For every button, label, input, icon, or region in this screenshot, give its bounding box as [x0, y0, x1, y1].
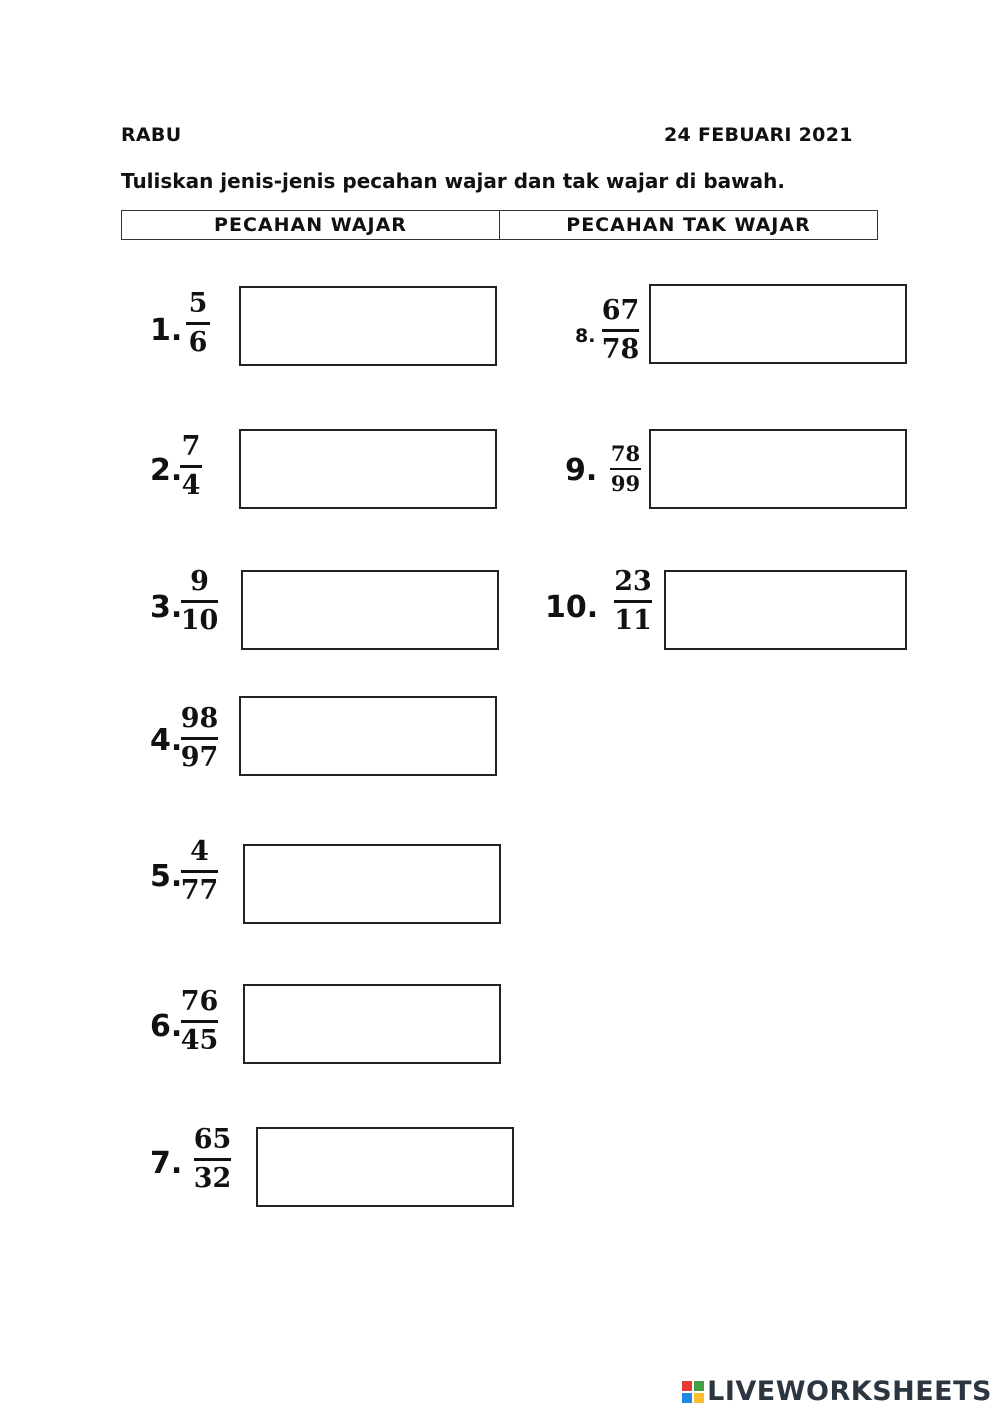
numerator: 98	[180, 703, 219, 734]
question-10-answer-box[interactable]	[664, 570, 907, 650]
question-9-fraction	[610, 443, 641, 494]
denominator: 32	[193, 1163, 232, 1194]
question-1-number: 1.	[150, 313, 183, 348]
fraction-bar	[194, 1158, 231, 1161]
question-8-answer-box[interactable]	[649, 284, 907, 364]
logo-square	[682, 1393, 692, 1403]
question-7-answer-box[interactable]	[256, 1127, 514, 1207]
brand-text: LIVEWORKSHEETS	[707, 1376, 992, 1407]
question-5-fraction	[181, 838, 218, 904]
question-7-number: 7.	[150, 1146, 183, 1181]
brand-logo-icon	[682, 1381, 704, 1403]
question-3-number: 3.	[150, 590, 183, 625]
logo-square	[694, 1381, 704, 1391]
denominator: 45	[180, 1025, 219, 1056]
question-8-number: 8.	[575, 325, 596, 347]
category-proper: PECAHAN WAJAR	[214, 214, 407, 236]
question-10-number: 10.	[545, 590, 599, 625]
numerator: 67	[601, 295, 640, 326]
fraction-bar	[602, 329, 639, 332]
denominator: 11	[614, 605, 652, 636]
question-4-answer-box[interactable]	[239, 696, 497, 776]
denominator: 99	[610, 471, 641, 496]
numerator: 4	[190, 836, 209, 867]
category-table	[121, 210, 878, 240]
fraction-bar	[181, 870, 218, 873]
question-10-fraction	[614, 568, 652, 634]
question-8-fraction	[602, 297, 639, 363]
question-6-answer-box[interactable]	[243, 984, 501, 1064]
fraction-bar	[181, 737, 218, 740]
question-6-fraction	[181, 988, 218, 1054]
question-1-answer-box[interactable]	[239, 286, 497, 366]
numerator: 9	[190, 566, 209, 597]
fraction-bar	[614, 600, 652, 603]
numerator: 5	[188, 288, 208, 319]
logo-square	[682, 1381, 692, 1391]
question-9-answer-box[interactable]	[649, 429, 907, 509]
date-label: 24 FEBUARI 2021	[664, 124, 853, 146]
denominator: 78	[601, 334, 640, 365]
question-3-answer-box[interactable]	[241, 570, 499, 650]
question-2-number: 2.	[150, 453, 183, 488]
fraction-bar	[180, 465, 202, 468]
day-label: RABU	[121, 124, 182, 146]
denominator: 10	[180, 605, 219, 636]
numerator: 65	[193, 1124, 232, 1155]
denominator: 6	[188, 327, 208, 358]
denominator: 4	[181, 470, 201, 501]
category-improper: PECAHAN TAK WAJAR	[499, 211, 877, 239]
numerator: 23	[614, 566, 652, 597]
numerator: 7	[181, 431, 201, 462]
numerator: 76	[180, 986, 219, 1017]
logo-square	[694, 1393, 704, 1403]
question-6-number: 6.	[150, 1009, 183, 1044]
question-2-answer-box[interactable]	[239, 429, 497, 509]
question-4-fraction	[181, 705, 218, 771]
question-3-fraction	[181, 568, 218, 634]
liveworksheets-logo	[682, 1376, 992, 1407]
question-5-answer-box[interactable]	[243, 844, 501, 924]
question-9-number: 9.	[565, 453, 598, 488]
question-7-fraction	[194, 1126, 231, 1192]
instruction-text: Tuliskan jenis-jenis pecahan wajar dan tak wajar di bawah.	[121, 169, 785, 193]
question-4-number: 4.	[150, 723, 183, 758]
denominator: 97	[180, 742, 219, 773]
question-2-fraction	[180, 433, 202, 499]
fraction-bar	[181, 1020, 218, 1023]
numerator: 78	[610, 441, 641, 466]
fraction-bar	[181, 600, 218, 603]
fraction-bar	[186, 322, 210, 325]
fraction-bar	[610, 468, 641, 470]
denominator: 77	[180, 875, 219, 906]
question-5-number: 5.	[150, 859, 183, 894]
question-1-fraction	[186, 290, 210, 356]
